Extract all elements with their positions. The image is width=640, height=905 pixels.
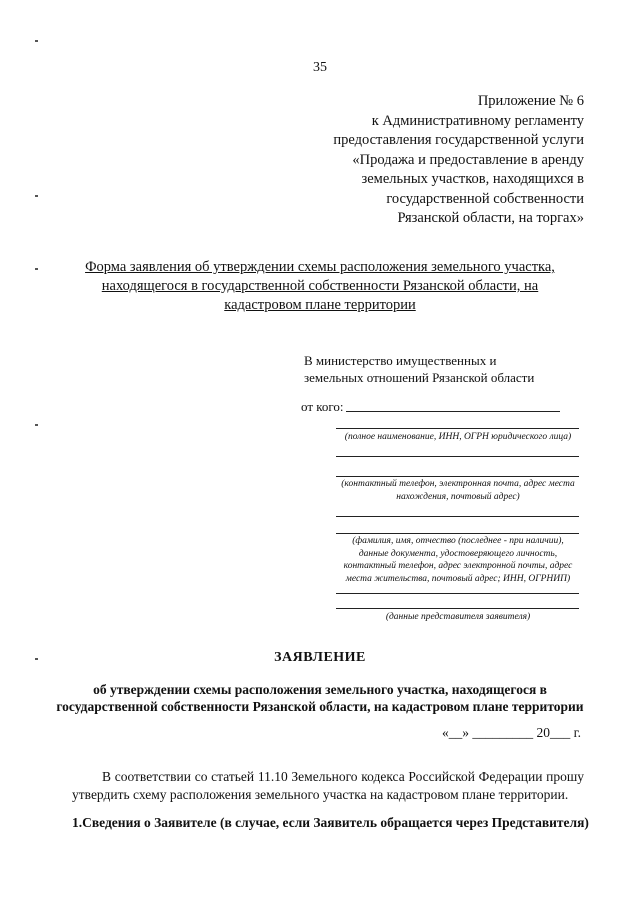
contacts-field-line[interactable] bbox=[336, 456, 579, 457]
hint-line: места жительства, почтовый адрес; ИНН, ОГРНИП) bbox=[345, 573, 571, 584]
appendix-reference bbox=[333, 92, 584, 229]
hint-line: (фамилия, имя, отчество (последнее - при наличии), bbox=[352, 536, 564, 546]
appendix-line: предоставления государственной услуги bbox=[333, 132, 584, 148]
scan-mark bbox=[35, 195, 38, 197]
hint-representative: (данные представителя заявителя) bbox=[385, 612, 531, 622]
scan-mark bbox=[35, 268, 38, 270]
hint-line: контактный телефон, адрес электронной почты, адрес bbox=[343, 561, 573, 571]
from-field-line[interactable] bbox=[346, 411, 560, 412]
scan-mark bbox=[35, 424, 38, 426]
appendix-line: земельных участков, находящихся в bbox=[361, 171, 584, 187]
legal-entity-field-line[interactable] bbox=[336, 428, 579, 429]
form-title-line: Форма заявления об утверждении схемы расположения земельного участка, bbox=[85, 259, 555, 275]
form-title-line: находящегося в государственной собственности Рязанской области, на bbox=[101, 278, 539, 294]
hint-line: данные документа, удостоверяющего личность, bbox=[358, 548, 558, 559]
form-title-line: кадастровом плане территории bbox=[224, 297, 416, 313]
scan-mark bbox=[35, 40, 38, 42]
addressee-line: земельных отношений Рязанской области bbox=[304, 370, 535, 385]
statement-subheading bbox=[40, 681, 600, 715]
form-title bbox=[60, 258, 580, 315]
individual-field-line[interactable] bbox=[336, 516, 579, 517]
statement-heading: ЗАЯВЛЕНИЕ bbox=[274, 650, 366, 665]
representative-field-line[interactable] bbox=[336, 608, 579, 609]
page-number: 35 bbox=[313, 60, 327, 75]
individual-field-line[interactable] bbox=[336, 533, 579, 534]
scan-mark bbox=[35, 658, 38, 660]
hint-line: (контактный телефон, электронная почта, адрес места bbox=[341, 479, 575, 489]
hint-legal-entity: (полное наименование, ИНН, ОГРН юридического лица) bbox=[344, 432, 572, 442]
contacts-field-line[interactable] bbox=[336, 476, 579, 477]
addressee bbox=[304, 352, 534, 386]
subheading-line: об утверждении схемы расположения земельного участка, находящегося в bbox=[93, 682, 547, 697]
representative-field-line[interactable] bbox=[336, 593, 579, 594]
section-1-title: 1.Сведения о Заявителе (в случае, если Заявитель обращается через Представителя) bbox=[72, 815, 589, 830]
subheading-line: государственной собственности Рязанской области, на кадастровом плане территории bbox=[56, 699, 584, 714]
appendix-line: к Административному регламенту bbox=[371, 112, 584, 129]
statement-body: В соответствии со статьей 11.10 Земельного кодекса Российской Федерации прошу утвердить схему расположения земельного участка на кадастровом плане территории. bbox=[72, 769, 584, 802]
appendix-line: государственной собственности bbox=[386, 190, 584, 207]
appendix-line: «Продажа и предоставление в аренду bbox=[352, 151, 584, 168]
from-label: от кого: bbox=[301, 399, 344, 414]
hint-line: нахождения, почтовый адрес) bbox=[396, 491, 520, 502]
appendix-line: Рязанской области, на торгах» bbox=[397, 210, 584, 226]
hint-contacts bbox=[334, 478, 582, 503]
date-field[interactable]: «__» _________ 20___ г. bbox=[441, 725, 581, 740]
addressee-line: В министерство имущественных и bbox=[304, 353, 497, 368]
hint-individual bbox=[334, 535, 582, 585]
appendix-line: Приложение № 6 bbox=[477, 93, 584, 109]
